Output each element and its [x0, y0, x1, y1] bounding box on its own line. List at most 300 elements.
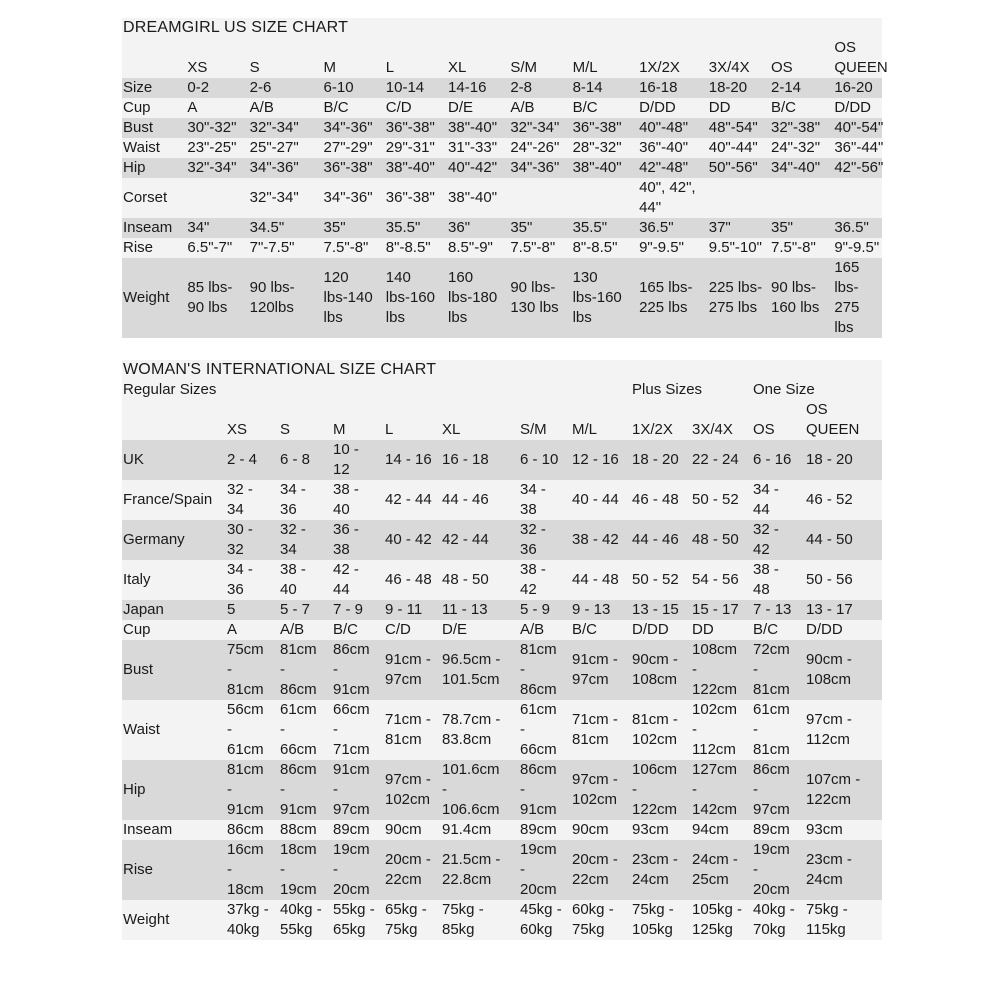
table-cell: 38"-40" — [385, 158, 447, 178]
table-cell: 19cm - 20cm — [332, 840, 384, 900]
intl-row-hip — [122, 760, 882, 820]
row-label: Inseam — [122, 218, 186, 238]
table-cell: C/D — [384, 620, 441, 640]
us-row-corset — [122, 178, 882, 218]
table-cell: 225 lbs- 275 lbs — [708, 258, 770, 338]
column-header: 1X/2X — [631, 400, 691, 440]
table-cell — [770, 178, 833, 218]
table-cell: 102cm - 112cm — [691, 700, 752, 760]
table-cell: 61cm - 66cm — [279, 700, 332, 760]
table-cell: 34"-36" — [509, 158, 571, 178]
intl-row-bust — [122, 640, 882, 700]
table-cell: 93cm — [631, 820, 691, 840]
group-label-regular: Regular Sizes — [122, 380, 631, 400]
table-cell: 44 - 50 — [805, 520, 882, 560]
row-label: Weight — [122, 900, 226, 940]
intl-row-waist — [122, 700, 882, 760]
intl-row-inseam — [122, 820, 882, 840]
table-cell: 34 - 44 — [752, 480, 805, 520]
table-cell: 34"-40" — [770, 158, 833, 178]
row-label: Size — [122, 78, 186, 98]
table-cell: 7"-7.5" — [249, 238, 323, 258]
table-cell: 71cm - 81cm — [384, 700, 441, 760]
table-cell: 127cm - 142cm — [691, 760, 752, 820]
column-header: M/L — [572, 38, 639, 78]
table-cell: 75kg - 105kg — [631, 900, 691, 940]
table-cell: 14-16 — [447, 78, 509, 98]
table-cell: 81cm - 86cm — [519, 640, 571, 700]
table-cell: 9 - 13 — [571, 600, 631, 620]
table-cell: 36" — [447, 218, 509, 238]
table-cell: 6 - 10 — [519, 440, 571, 480]
table-cell: 23"-25" — [186, 138, 248, 158]
table-cell: 32"-34" — [249, 118, 323, 138]
table-cell: 34"-36" — [323, 118, 385, 138]
table-cell: 18cm - 19cm — [279, 840, 332, 900]
table-cell: 34 - 38 — [519, 480, 571, 520]
column-header: 3X/4X — [691, 400, 752, 440]
table-cell: 34.5" — [249, 218, 323, 238]
table-cell: D/DD — [805, 620, 882, 640]
column-header: 1X/2X — [638, 38, 708, 78]
column-header: 3X/4X — [708, 38, 770, 78]
table-cell: 30"-32" — [186, 118, 248, 138]
table-cell: 81cm - 102cm — [631, 700, 691, 760]
column-header: S — [279, 400, 332, 440]
table-cell: 120 lbs-140 lbs — [323, 258, 385, 338]
table-cell: 32"-38" — [770, 118, 833, 138]
table-cell: 107cm - 122cm — [805, 760, 882, 820]
row-label: Rise — [122, 840, 226, 900]
table-cell: 165 lbs- 225 lbs — [638, 258, 708, 338]
table-cell — [833, 178, 882, 218]
table-cell: 27"-29" — [323, 138, 385, 158]
table-cell: 7.5"-8" — [509, 238, 571, 258]
table-cell: 13 - 15 — [631, 600, 691, 620]
table-cell: 40"-54" — [834, 119, 884, 136]
table-cell: 32"-34" — [249, 178, 323, 218]
row-label: Rise — [122, 238, 186, 258]
table-cell — [708, 178, 770, 218]
table-cell: 160 lbs-180 lbs — [447, 258, 509, 338]
table-cell: 81cm - 91cm — [226, 760, 279, 820]
table-cell: 31"-33" — [447, 138, 509, 158]
us-size-chart — [122, 18, 888, 338]
row-label: Corset — [122, 178, 186, 218]
table-cell: 42 - 44 — [384, 480, 441, 520]
row-label: Bust — [122, 640, 226, 700]
us-row-rise — [122, 238, 882, 258]
table-cell: 40 - 42 — [384, 520, 441, 560]
column-header: S/M — [519, 400, 571, 440]
table-cell: DD — [691, 620, 752, 640]
table-cell: 86cm - 91cm — [279, 760, 332, 820]
table-cell: 35" — [509, 218, 571, 238]
table-cell: 55kg - 65kg — [332, 900, 384, 940]
table-cell: 35.5" — [572, 218, 639, 238]
table-cell: 12 - 16 — [571, 440, 631, 480]
table-cell: 91cm - 97cm — [332, 760, 384, 820]
row-label: Waist — [122, 138, 186, 158]
table-cell: 36"-38" — [572, 118, 639, 138]
us-row-weight — [122, 258, 882, 338]
table-cell: 18 - 20 — [631, 440, 691, 480]
table-cell: 6.5"-7" — [186, 238, 248, 258]
intl-group-row — [122, 380, 882, 400]
table-cell: 48 - 50 — [691, 520, 752, 560]
table-cell: 25"-27" — [249, 138, 323, 158]
table-cell: D/E — [441, 620, 519, 640]
table-cell: 89cm — [332, 820, 384, 840]
table-cell: 48 - 50 — [441, 560, 519, 600]
table-cell: 5 - 7 — [279, 600, 332, 620]
table-cell: 90 lbs- 120lbs — [249, 258, 323, 338]
column-header: S — [249, 38, 323, 78]
table-cell: 2 - 4 — [226, 440, 279, 480]
table-cell: 18-20 — [708, 78, 770, 98]
table-cell: 45kg - 60kg — [519, 900, 571, 940]
table-cell: 66cm - 71cm — [332, 700, 384, 760]
table-cell: DD — [708, 98, 770, 118]
table-cell: 40", 42", 44" — [638, 178, 708, 218]
table-cell: 50 - 56 — [805, 560, 882, 600]
table-cell: 48"-54" — [708, 118, 770, 138]
table-cell: A — [226, 620, 279, 640]
table-cell: 72cm - 81cm — [752, 640, 805, 700]
table-cell: 86cm — [226, 820, 279, 840]
row-label: Japan — [122, 600, 226, 620]
table-cell: 42"-56" — [834, 159, 884, 176]
table-cell: 10-14 — [385, 78, 447, 98]
table-cell: A/B — [519, 620, 571, 640]
table-cell: 36.5" — [638, 218, 708, 238]
table-cell: 32"-34" — [186, 158, 248, 178]
table-cell: 54 - 56 — [691, 560, 752, 600]
table-cell: 38"-40" — [447, 118, 509, 138]
table-cell: 90cm — [384, 820, 441, 840]
table-cell: 5 - 9 — [519, 600, 571, 620]
table-cell: 89cm — [519, 820, 571, 840]
table-cell: 46 - 48 — [631, 480, 691, 520]
row-label: France/Spain — [122, 480, 226, 520]
intl-row-rise — [122, 840, 882, 900]
table-cell: B/C — [770, 98, 833, 118]
table-cell: 38 - 42 — [519, 560, 571, 600]
table-cell: 34 - 36 — [226, 560, 279, 600]
table-cell: 34 - 36 — [279, 480, 332, 520]
table-cell: 86cm - 91cm — [332, 640, 384, 700]
table-cell: 32"-34" — [509, 118, 571, 138]
table-cell: 35.5" — [385, 218, 447, 238]
table-cell: 32 - 34 — [279, 520, 332, 560]
table-cell: 36 - 38 — [332, 520, 384, 560]
table-cell: 14 - 16 — [384, 440, 441, 480]
table-cell: 38 - 42 — [571, 520, 631, 560]
table-cell: 16cm - 18cm — [226, 840, 279, 900]
table-cell: 30 - 32 — [226, 520, 279, 560]
table-cell: 11 - 13 — [441, 600, 519, 620]
table-cell: 42"-48" — [638, 158, 708, 178]
table-cell: 8.5"-9" — [447, 238, 509, 258]
table-cell: 101.6cm - 106.6cm — [441, 760, 519, 820]
table-cell: 40"-42" — [447, 158, 509, 178]
table-cell: 90cm - 108cm — [805, 640, 882, 700]
table-cell: 75kg - 115kg — [805, 900, 882, 940]
table-cell: 40"-44" — [708, 138, 770, 158]
table-cell: 9 - 11 — [384, 600, 441, 620]
table-cell: D/DD — [638, 98, 708, 118]
table-cell: 44 - 46 — [631, 520, 691, 560]
us-chart-title: DREAMGIRL US SIZE CHART — [123, 19, 349, 36]
table-cell: 36"-38" — [323, 158, 385, 178]
intl-row-japan — [122, 600, 882, 620]
table-cell: 130 lbs-160 lbs — [572, 258, 639, 338]
table-cell: B/C — [323, 98, 385, 118]
table-cell: 90cm - 108cm — [631, 640, 691, 700]
table-cell: 24"-32" — [770, 138, 833, 158]
table-cell: 86cm - 97cm — [752, 760, 805, 820]
row-label: Germany — [122, 520, 226, 560]
row-label: UK — [122, 440, 226, 480]
table-cell: 108cm - 122cm — [691, 640, 752, 700]
column-header: XL — [447, 38, 509, 78]
table-cell: 81cm - 86cm — [279, 640, 332, 700]
table-cell: B/C — [571, 620, 631, 640]
table-cell: 20cm - 22cm — [571, 840, 631, 900]
table-cell: 90 lbs- 160 lbs — [770, 258, 833, 338]
table-cell: 50 - 52 — [691, 480, 752, 520]
table-cell: 8-14 — [572, 78, 639, 98]
table-cell: 16 - 18 — [441, 440, 519, 480]
table-cell: A/B — [249, 98, 323, 118]
table-cell: 90cm — [571, 820, 631, 840]
table-cell: 2-6 — [249, 78, 323, 98]
row-label: Hip — [122, 760, 226, 820]
table-cell: 40kg - 55kg — [279, 900, 332, 940]
table-cell: B/C — [332, 620, 384, 640]
table-cell: C/D — [385, 98, 447, 118]
table-cell: 65kg - 75kg — [384, 900, 441, 940]
table-cell: 60kg - 75kg — [571, 900, 631, 940]
table-cell: 91cm - 97cm — [384, 640, 441, 700]
table-cell: 46 - 52 — [805, 480, 882, 520]
table-cell: 29"-31" — [385, 138, 447, 158]
table-cell: 36"-38" — [385, 178, 447, 218]
table-cell: 19cm - 20cm — [752, 840, 805, 900]
table-cell: 24"-26" — [509, 138, 571, 158]
table-cell: 44 - 46 — [441, 480, 519, 520]
table-cell: 20cm - 22cm — [384, 840, 441, 900]
table-cell — [186, 178, 248, 218]
intl-row-uk — [122, 440, 882, 480]
intl-header-row — [122, 400, 882, 440]
table-cell: 93cm — [805, 820, 882, 840]
table-cell: B/C — [572, 98, 639, 118]
intl-row-cup — [122, 620, 882, 640]
table-cell: 46 - 48 — [384, 560, 441, 600]
table-cell: 24cm - 25cm — [691, 840, 752, 900]
table-cell: 6-10 — [323, 78, 385, 98]
table-cell: 40"-48" — [638, 118, 708, 138]
table-cell: 71cm - 81cm — [571, 700, 631, 760]
table-cell: 37" — [708, 218, 770, 238]
table-cell: 42 - 44 — [332, 560, 384, 600]
table-cell: 78.7cm - 83.8cm — [441, 700, 519, 760]
row-label: Hip — [122, 158, 186, 178]
table-cell: 105kg - 125kg — [691, 900, 752, 940]
table-cell: 56cm - 61cm — [226, 700, 279, 760]
table-cell: A — [186, 98, 248, 118]
table-cell: 38 - 40 — [279, 560, 332, 600]
row-label: Cup — [122, 620, 226, 640]
table-cell: 9"-9.5" — [833, 238, 882, 258]
table-cell: 7.5"-8" — [323, 238, 385, 258]
table-cell: 90 lbs- 130 lbs — [509, 258, 571, 338]
us-header-row — [122, 38, 882, 78]
column-header: S/M — [509, 38, 571, 78]
table-cell: 106cm - 122cm — [631, 760, 691, 820]
table-cell: 7 - 13 — [752, 600, 805, 620]
table-cell: 35" — [770, 218, 833, 238]
column-header: OS — [770, 38, 833, 78]
table-cell: 7.5"-8" — [770, 238, 833, 258]
international-size-chart — [122, 360, 882, 940]
table-cell: 32 - 36 — [519, 520, 571, 560]
table-cell: 97cm - 102cm — [384, 760, 441, 820]
table-cell: 0-2 — [186, 78, 248, 98]
group-label-plus: Plus Sizes — [631, 380, 752, 400]
table-cell: 16-18 — [638, 78, 708, 98]
column-header: OS QUEEN — [834, 39, 888, 76]
intl-row-germany — [122, 520, 882, 560]
table-cell: 10 - 12 — [332, 440, 384, 480]
table-cell: 38"-40" — [572, 158, 639, 178]
table-cell: 6 - 8 — [279, 440, 332, 480]
table-cell: 22 - 24 — [691, 440, 752, 480]
row-label: Waist — [122, 700, 226, 760]
table-cell: 94cm — [691, 820, 752, 840]
table-cell: 91cm - 97cm — [571, 640, 631, 700]
column-header — [122, 400, 226, 440]
table-cell: 7 - 9 — [332, 600, 384, 620]
table-cell: 50 - 52 — [631, 560, 691, 600]
table-cell: 9.5"-10" — [708, 238, 770, 258]
table-cell: 15 - 17 — [691, 600, 752, 620]
table-cell: 42 - 44 — [441, 520, 519, 560]
table-cell: 13 - 17 — [805, 600, 882, 620]
table-cell: 89cm — [752, 820, 805, 840]
table-cell — [509, 178, 571, 218]
us-row-bust — [122, 118, 882, 138]
column-header: XS — [186, 38, 248, 78]
table-cell: 28"-32" — [572, 138, 639, 158]
row-label: Bust — [122, 118, 186, 138]
table-cell: 50"-56" — [708, 158, 770, 178]
table-cell: 38 - 48 — [752, 560, 805, 600]
us-row-waist — [122, 138, 882, 158]
table-cell: D/DD — [631, 620, 691, 640]
table-cell: 36.5" — [833, 218, 882, 238]
intl-chart-title: WOMAN'S INTERNATIONAL SIZE CHART — [123, 361, 437, 378]
table-cell: 140 lbs-160 lbs — [385, 258, 447, 338]
us-row-inseam — [122, 218, 882, 238]
table-cell: 2-14 — [770, 78, 833, 98]
table-cell: 40kg - 70kg — [752, 900, 805, 940]
table-cell: 36"-40" — [638, 138, 708, 158]
us-row-size — [122, 78, 882, 98]
table-cell: 88cm — [279, 820, 332, 840]
group-label-one-size: One Size — [752, 380, 882, 400]
table-cell: 44 - 48 — [571, 560, 631, 600]
column-header: OS QUEEN — [805, 400, 882, 440]
table-cell: 16-20 — [833, 78, 882, 98]
intl-row-france-spain — [122, 480, 882, 520]
table-cell: A/B — [279, 620, 332, 640]
us-size-table — [122, 38, 888, 338]
table-cell: 19cm - 20cm — [519, 840, 571, 900]
table-cell: 91.4cm — [441, 820, 519, 840]
table-cell: 9"-9.5" — [638, 238, 708, 258]
table-cell — [572, 178, 639, 218]
intl-row-italy — [122, 560, 882, 600]
column-header: M — [323, 38, 385, 78]
row-label: Weight — [122, 258, 186, 338]
table-cell: 97cm - 112cm — [805, 700, 882, 760]
table-cell: 32 - 42 — [752, 520, 805, 560]
table-cell: 40 - 44 — [571, 480, 631, 520]
column-header: M — [332, 400, 384, 440]
row-label: Inseam — [122, 820, 226, 840]
column-header: M/L — [571, 400, 631, 440]
table-cell: 2-8 — [509, 78, 571, 98]
table-cell: 165 lbs- 275 lbs — [833, 258, 882, 338]
table-cell: 35" — [323, 218, 385, 238]
table-cell: 75kg - 85kg — [441, 900, 519, 940]
table-cell: 18 - 20 — [805, 440, 882, 480]
table-cell: 75cm - 81cm — [226, 640, 279, 700]
table-cell: 96.5cm - 101.5cm — [441, 640, 519, 700]
column-header: L — [385, 38, 447, 78]
international-size-table — [122, 380, 882, 940]
row-label: Cup — [122, 98, 186, 118]
table-cell: 6 - 16 — [752, 440, 805, 480]
us-row-hip — [122, 158, 882, 178]
table-cell: 32 - 34 — [226, 480, 279, 520]
table-cell: D/E — [447, 98, 509, 118]
table-cell: 34" — [186, 218, 248, 238]
table-cell: 8"-8.5" — [572, 238, 639, 258]
table-cell: D/DD — [833, 98, 882, 118]
column-header: OS — [752, 400, 805, 440]
column-header: L — [384, 400, 441, 440]
table-cell: 23cm - 24cm — [805, 840, 882, 900]
row-label: Italy — [122, 560, 226, 600]
column-header: XS — [226, 400, 279, 440]
column-header: XL — [441, 400, 519, 440]
table-cell: 86cm - 91cm — [519, 760, 571, 820]
table-cell: 36"-44" — [834, 139, 884, 156]
table-cell: A/B — [509, 98, 571, 118]
table-cell: 36"-38" — [385, 118, 447, 138]
table-cell: 23cm - 24cm — [631, 840, 691, 900]
column-header — [122, 38, 186, 78]
table-cell: B/C — [752, 620, 805, 640]
table-cell: 38 - 40 — [332, 480, 384, 520]
table-cell: 97cm - 102cm — [571, 760, 631, 820]
intl-row-weight — [122, 900, 882, 940]
table-cell: 38"-40" — [447, 178, 509, 218]
table-cell: 37kg - 40kg — [226, 900, 279, 940]
